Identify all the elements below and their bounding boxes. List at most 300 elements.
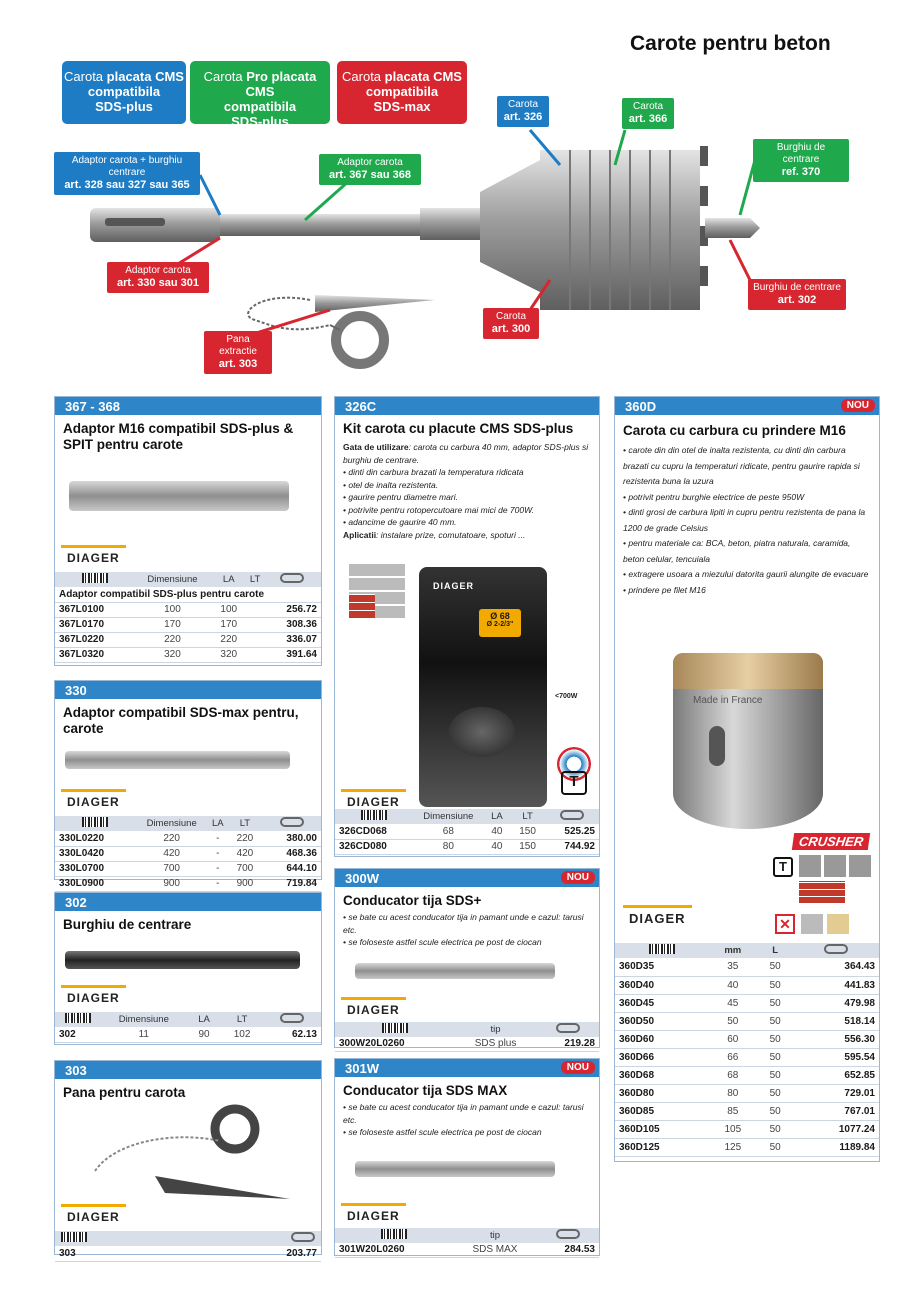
dimension: 220 — [135, 632, 210, 647]
lt: 220 — [226, 831, 263, 846]
bar-label: 360D — [625, 399, 657, 414]
panel-bar: 303 — [55, 1061, 321, 1079]
barcode-icon — [55, 816, 134, 831]
callout-line2: art. 303 — [218, 358, 258, 370]
diameter: 80 — [709, 1084, 757, 1102]
coins-icon — [176, 1231, 321, 1246]
material-concrete-icon — [799, 855, 871, 877]
coins-icon — [263, 572, 321, 587]
diameter: 66 — [709, 1048, 757, 1066]
table-row — [615, 1066, 879, 1084]
header-box-sds-plus — [62, 61, 186, 124]
callout-370 — [753, 139, 849, 182]
product-code: 367L0100 — [55, 602, 135, 617]
length: 50 — [757, 1120, 794, 1138]
price: 391.64 — [263, 647, 321, 662]
desc-bullet: • se bate cu acest conducator tija in pamant unde e cazul: tarusi etc. — [343, 912, 584, 935]
barcode-icon — [55, 572, 135, 587]
price-table — [335, 1022, 599, 1053]
watt-label: <700W — [555, 693, 578, 700]
table-row — [55, 647, 321, 662]
table-row — [335, 1037, 599, 1052]
drill-bit-image — [65, 951, 300, 969]
product-description — [335, 1099, 599, 1143]
length: 50 — [757, 1048, 794, 1066]
product-code: 360D35 — [615, 958, 709, 976]
callout-line1: Carota — [632, 101, 663, 112]
product-code: 360D80 — [615, 1084, 709, 1102]
coins-icon — [794, 943, 879, 958]
length: 50 — [757, 1084, 794, 1102]
dimension: 68 — [413, 824, 483, 839]
price: 767.01 — [794, 1102, 879, 1120]
product-code: 360D125 — [615, 1138, 709, 1156]
table-row — [55, 617, 321, 632]
apl-lead: Aplicatii — [343, 529, 377, 540]
desc-bullet: • otel de inalta rezistenta. — [343, 479, 439, 490]
la: 40 — [484, 839, 511, 854]
table-row — [615, 1048, 879, 1066]
dimension: 220 — [134, 831, 209, 846]
price: 468.36 — [263, 846, 321, 861]
length: 50 — [757, 994, 794, 1012]
desc-first: : carota cu carbura 40 mm, adaptor SDS-plus si burghiu de centrare. — [343, 442, 589, 465]
dimension: 170 — [135, 617, 210, 632]
header-rest: compatibila — [365, 84, 439, 99]
product-code: 300W20L0260 — [335, 1037, 455, 1052]
header-rest: compatibila — [87, 84, 161, 99]
header-last: SDS-max — [373, 99, 431, 114]
rod-driver-image — [355, 1161, 555, 1177]
header-bold: placata CMS — [384, 69, 462, 84]
col-header: LA — [209, 816, 226, 831]
product-code: 360D105 — [615, 1120, 709, 1138]
apl-text: : instalare prize, comutatoare, spoturi ... — [376, 529, 526, 540]
table-row — [615, 1084, 879, 1102]
col-header: LT — [226, 816, 263, 831]
product-title: Adaptor M16 compatibil SDS-plus & SPIT pentru carote — [63, 421, 294, 452]
price-table — [615, 943, 879, 1157]
callout-line1: Pana extractie — [219, 334, 257, 357]
barcode-icon — [335, 809, 413, 824]
col-header: LT — [510, 809, 545, 824]
brand-logo: DIAGER — [341, 789, 406, 812]
col-header: L — [757, 943, 794, 958]
table-row — [615, 976, 879, 994]
lt: 420 — [226, 846, 263, 861]
coins-icon — [536, 1022, 599, 1037]
product-code: 302 — [55, 1027, 100, 1042]
table-row — [615, 1138, 879, 1156]
lt — [247, 617, 263, 632]
price: 203.77 — [176, 1246, 321, 1261]
price: 719.84 — [263, 876, 321, 891]
material-brick-icon — [799, 881, 845, 903]
price: 284.53 — [537, 1243, 599, 1258]
product-code: 360D60 — [615, 1030, 709, 1048]
price: 729.01 — [794, 1084, 879, 1102]
product-title: Burghiu de centrare — [63, 917, 192, 932]
barcode-icon — [55, 1231, 176, 1246]
callout-line2: art. 330 sau 301 — [117, 277, 199, 289]
dimension: 900 — [134, 876, 209, 891]
product-code: 330L0900 — [55, 876, 134, 891]
header-rest: compatibila — [223, 99, 297, 114]
panel-bar: 326C — [335, 397, 599, 415]
price: 744.92 — [545, 839, 599, 854]
desc-bullet: • adancime de gaurire 40 mm. — [343, 517, 457, 527]
lt — [247, 632, 263, 647]
product-title: Adaptor compatibil SDS-max pentru, carote — [63, 705, 299, 736]
col-header: Dimensiune — [413, 809, 483, 824]
callout-line1: Carota — [507, 99, 538, 110]
la: 40 — [484, 824, 511, 839]
price: 1189.84 — [794, 1138, 879, 1156]
brand-logo: DIAGER — [61, 1204, 126, 1227]
length: 50 — [757, 1012, 794, 1030]
dimension: 100 — [135, 602, 210, 617]
panel-303 — [54, 1060, 322, 1259]
la: 100 — [210, 602, 247, 617]
product-code: 301W20L0260 — [335, 1243, 453, 1258]
product-code: 303 — [55, 1246, 176, 1261]
la: 90 — [187, 1027, 220, 1042]
centering-drill — [705, 218, 760, 238]
table-subhead: Adaptor compatibil SDS-plus pentru carote — [55, 587, 321, 602]
product-code: 367L0170 — [55, 617, 135, 632]
price: 518.14 — [794, 1012, 879, 1030]
brand-logo: DIAGER — [341, 997, 406, 1020]
kit-package-image — [419, 567, 547, 807]
panel-326c — [334, 396, 600, 857]
brand-logo: DIAGER — [623, 905, 692, 929]
table-row — [55, 1246, 321, 1261]
callout-line1: Carota — [495, 311, 526, 322]
diameter: 125 — [709, 1138, 757, 1156]
col-header: Dimensiune — [100, 1012, 187, 1027]
header-bold: Pro placata CMS — [245, 69, 317, 99]
size-badge — [479, 609, 521, 637]
table-row — [55, 876, 321, 891]
col-header: tip — [455, 1022, 536, 1037]
desc-bullet: • pentru materiale ca: BCA, beton, piatra naturala, caramida, beton celular, tencuiala — [623, 538, 851, 564]
panel-367-368 — [54, 396, 322, 666]
core-bit-image — [673, 653, 823, 829]
product-code: 367L0320 — [55, 647, 135, 662]
price: 525.25 — [545, 824, 599, 839]
length: 50 — [757, 958, 794, 976]
barcode-icon — [335, 1022, 455, 1037]
table-row — [615, 1030, 879, 1048]
product-code: 360D40 — [615, 976, 709, 994]
wedge-ring — [336, 316, 384, 364]
price: 479.98 — [794, 994, 879, 1012]
table-row — [615, 1120, 879, 1138]
col-header: LA — [187, 1012, 220, 1027]
table-row — [615, 1102, 879, 1120]
lt: 102 — [221, 1027, 264, 1042]
price: 556.30 — [794, 1030, 879, 1048]
panel-302 — [54, 892, 322, 1045]
callout-line2: art. 302 — [777, 294, 817, 306]
header-bold: placata CMS — [106, 69, 184, 84]
col-header: Dimensiune — [134, 816, 209, 831]
product-code: 330L0420 — [55, 846, 134, 861]
rod-driver-image — [355, 963, 555, 979]
callout-line2: art. 328 sau 327 sau 365 — [64, 179, 190, 191]
table-row — [55, 1027, 321, 1042]
new-badge: NOU — [841, 399, 875, 412]
hammer-icon: T — [561, 771, 587, 795]
callout-line2: ref. 370 — [781, 166, 821, 178]
adapter-image — [65, 751, 290, 769]
barcode-icon — [55, 1012, 100, 1027]
callout-367 — [319, 154, 421, 185]
new-badge: NOU — [561, 871, 595, 884]
brand-logo: DIAGER — [61, 545, 126, 568]
product-code: 330L0220 — [55, 831, 134, 846]
header-box-sds-max — [337, 61, 467, 124]
coins-icon — [537, 1228, 599, 1243]
type: SDS plus — [455, 1037, 536, 1052]
table-row — [55, 632, 321, 647]
dimension: 11 — [100, 1027, 187, 1042]
table-row — [615, 1012, 879, 1030]
price: 336.07 — [263, 632, 321, 647]
table-row — [55, 602, 321, 617]
product-title: Carota cu carbura cu prindere M16 — [623, 423, 846, 438]
diameter: 50 — [709, 1012, 757, 1030]
callout-line1: Burghiu de centrare — [776, 142, 826, 165]
length: 50 — [757, 1138, 794, 1156]
lt: 700 — [226, 861, 263, 876]
made-in-france-text: Made in France — [693, 695, 763, 706]
dimension: 420 — [134, 846, 209, 861]
callout-326 — [497, 96, 549, 127]
price-table — [55, 1231, 321, 1262]
product-title: Kit carota cu placute CMS SDS-plus — [343, 421, 574, 436]
material-brick-icon — [349, 594, 375, 618]
price: 595.54 — [794, 1048, 879, 1066]
header-pre: Carota — [64, 69, 107, 84]
diameter: 105 — [709, 1120, 757, 1138]
col-header: LA — [484, 809, 511, 824]
length: 50 — [757, 1030, 794, 1048]
product-code: 360D66 — [615, 1048, 709, 1066]
material-plaster-icon — [827, 914, 849, 934]
coins-icon — [263, 816, 321, 831]
table-row — [615, 994, 879, 1012]
product-description — [615, 439, 879, 602]
price-table — [335, 809, 599, 855]
size-inch: Ø 2-2/3" — [486, 621, 514, 628]
table-row — [335, 839, 599, 854]
table-row — [615, 958, 879, 976]
table-row — [335, 824, 599, 839]
lt: 900 — [226, 876, 263, 891]
diameter: 85 — [709, 1102, 757, 1120]
bar-label: 300W — [345, 871, 379, 886]
lt — [247, 647, 263, 662]
col-header: Dimensiune — [135, 572, 210, 587]
length: 50 — [757, 1066, 794, 1084]
desc-bullet: • se foloseste astfel scule electrica pe post de ciocan — [343, 1127, 542, 1137]
product-code: 360D85 — [615, 1102, 709, 1120]
callout-line1: Adaptor carota — [337, 157, 403, 168]
adapter-shaft — [220, 214, 420, 236]
product-description — [335, 909, 599, 953]
price-table — [335, 1228, 599, 1259]
product-code: 367L0220 — [55, 632, 135, 647]
header-last: SDS-plus — [231, 114, 289, 129]
product-code: 326CD080 — [335, 839, 413, 854]
brand-logo: DIAGER — [61, 789, 126, 812]
col-header: LT — [247, 572, 263, 587]
desc-bullet: • se foloseste astfel scule electrica pe post de ciocan — [343, 937, 542, 947]
desc-bullet: • potrivite pentru rotopercutoare mai mici de 700W. — [343, 504, 535, 515]
callout-330 — [107, 262, 209, 293]
barcode-icon — [335, 1228, 453, 1243]
brand-logo: DIAGER — [341, 1203, 406, 1226]
col-header: LT — [221, 1012, 264, 1027]
price: 644.10 — [263, 861, 321, 876]
panel-bar: 367 - 368 — [55, 397, 321, 415]
dimension: 700 — [134, 861, 209, 876]
desc-bullet: • se bate cu acest conducator tija in pamant unde e cazul: tarusi etc. — [343, 1102, 584, 1125]
panel-bar — [335, 1059, 599, 1077]
product-description — [335, 437, 599, 545]
diameter: 45 — [709, 994, 757, 1012]
bar-label: 301W — [345, 1061, 379, 1076]
la: - — [209, 846, 226, 861]
callout-line1: Adaptor carota + burghiu centrare — [71, 155, 183, 178]
table-row — [335, 1243, 599, 1258]
barcode-icon — [615, 943, 709, 958]
type: SDS MAX — [453, 1243, 538, 1258]
price: 364.43 — [794, 958, 879, 976]
price: 441.83 — [794, 976, 879, 994]
price: 1077.24 — [794, 1120, 879, 1138]
price: 256.72 — [263, 602, 321, 617]
table-row — [55, 861, 321, 876]
la: - — [209, 831, 226, 846]
dimension: 80 — [413, 839, 483, 854]
page-title: Carote pentru beton — [630, 32, 831, 55]
panel-bar — [335, 869, 599, 887]
panel-bar — [615, 397, 879, 415]
desc-bullet: • gaurire pentru diametre mari. — [343, 492, 458, 502]
la: - — [209, 861, 226, 876]
callout-line2: art. 300 — [491, 323, 531, 335]
panel-301w — [334, 1058, 600, 1256]
price: 62.13 — [264, 1027, 321, 1042]
product-code: 360D68 — [615, 1066, 709, 1084]
product-code: 326CD068 — [335, 824, 413, 839]
callout-line1: Adaptor carota — [125, 265, 191, 276]
crusher-badge: CRUSHER — [792, 833, 871, 850]
price-table — [55, 572, 321, 663]
desc-bullet: • extragere usoara a miezului datorita gaurii alungite de evacuare — [623, 569, 869, 579]
callout-300 — [483, 308, 539, 339]
no-metal-icon: ✕ — [775, 914, 795, 934]
callout-line2: art. 367 sau 368 — [329, 169, 411, 181]
brand-logo: DIAGER — [61, 985, 126, 1008]
desc-bullet: • dinti din carbura brazati la temperatura ridicata — [343, 467, 524, 477]
callout-line1: Burghiu de centrare — [753, 282, 841, 293]
callout-366 — [622, 98, 674, 129]
callout-line2: art. 326 — [503, 111, 543, 123]
callout-line2: art. 366 — [628, 113, 668, 125]
core-bit-image — [449, 707, 515, 757]
length: 50 — [757, 1102, 794, 1120]
coins-icon — [545, 809, 599, 824]
product-code: 330L0700 — [55, 861, 134, 876]
hammer-icon: T — [773, 857, 793, 877]
product-code: 360D45 — [615, 994, 709, 1012]
panel-bar: 330 — [55, 681, 321, 699]
price: 652.85 — [794, 1066, 879, 1084]
material-stone-icon — [801, 914, 823, 934]
product-title: Pana pentru carota — [63, 1085, 186, 1100]
size-mm: Ø 68 — [490, 611, 510, 621]
diameter: 68 — [709, 1066, 757, 1084]
la: 220 — [210, 632, 247, 647]
panel-bar: 302 — [55, 893, 321, 911]
lt: 150 — [510, 824, 545, 839]
panel-360d — [614, 396, 880, 1162]
col-header: tip — [453, 1228, 538, 1243]
length: 50 — [757, 976, 794, 994]
callout-303 — [204, 331, 272, 374]
product-title: Conducator tija SDS MAX — [343, 1083, 508, 1098]
diameter: 40 — [709, 976, 757, 994]
adapter-image — [69, 481, 289, 511]
lt — [247, 602, 263, 617]
new-badge: NOU — [561, 1061, 595, 1074]
price-table — [55, 1012, 321, 1043]
header-last: SDS-plus — [95, 99, 153, 114]
package-brand: DIAGER — [433, 581, 475, 591]
desc-bullet: • prindere pe filet M16 — [623, 584, 706, 595]
price-table — [55, 816, 321, 892]
desc-bullet: • carote din din otel de inalta rezistenta, cu dinti din carbura brazati cu cupru la temperaturi ridicate, pentru gaurire rapida si rezistenta buna la uzura — [623, 445, 860, 486]
callout-302 — [748, 279, 846, 310]
lt: 150 — [510, 839, 545, 854]
table-row — [55, 831, 321, 846]
dimension: 320 — [135, 647, 210, 662]
price: 308.36 — [263, 617, 321, 632]
header-pre: Carota — [342, 69, 385, 84]
callout-328 — [54, 152, 200, 195]
desc-bullet: • dinti grosi de carbura lipiti in cupru pentru rezistenta de pana la 1200 de grade Celsius — [623, 507, 866, 533]
diameter: 35 — [709, 958, 757, 976]
header-pre: Carota — [203, 69, 247, 84]
wedge — [315, 295, 435, 312]
panel-330 — [54, 680, 322, 889]
price: 380.00 — [263, 831, 321, 846]
desc-bullet: • potrivit pentru burghie electrice de peste 950W — [623, 491, 805, 502]
wedge-image — [55, 1101, 321, 1201]
table-row — [55, 846, 321, 861]
panel-300w — [334, 868, 600, 1048]
product-code: 360D50 — [615, 1012, 709, 1030]
coins-icon — [264, 1012, 321, 1027]
la: 320 — [210, 647, 247, 662]
header-box-pro-sds-plus — [190, 61, 330, 129]
col-header: LA — [210, 572, 247, 587]
col-header: mm — [709, 943, 757, 958]
product-title: Conducator tija SDS+ — [343, 893, 482, 908]
